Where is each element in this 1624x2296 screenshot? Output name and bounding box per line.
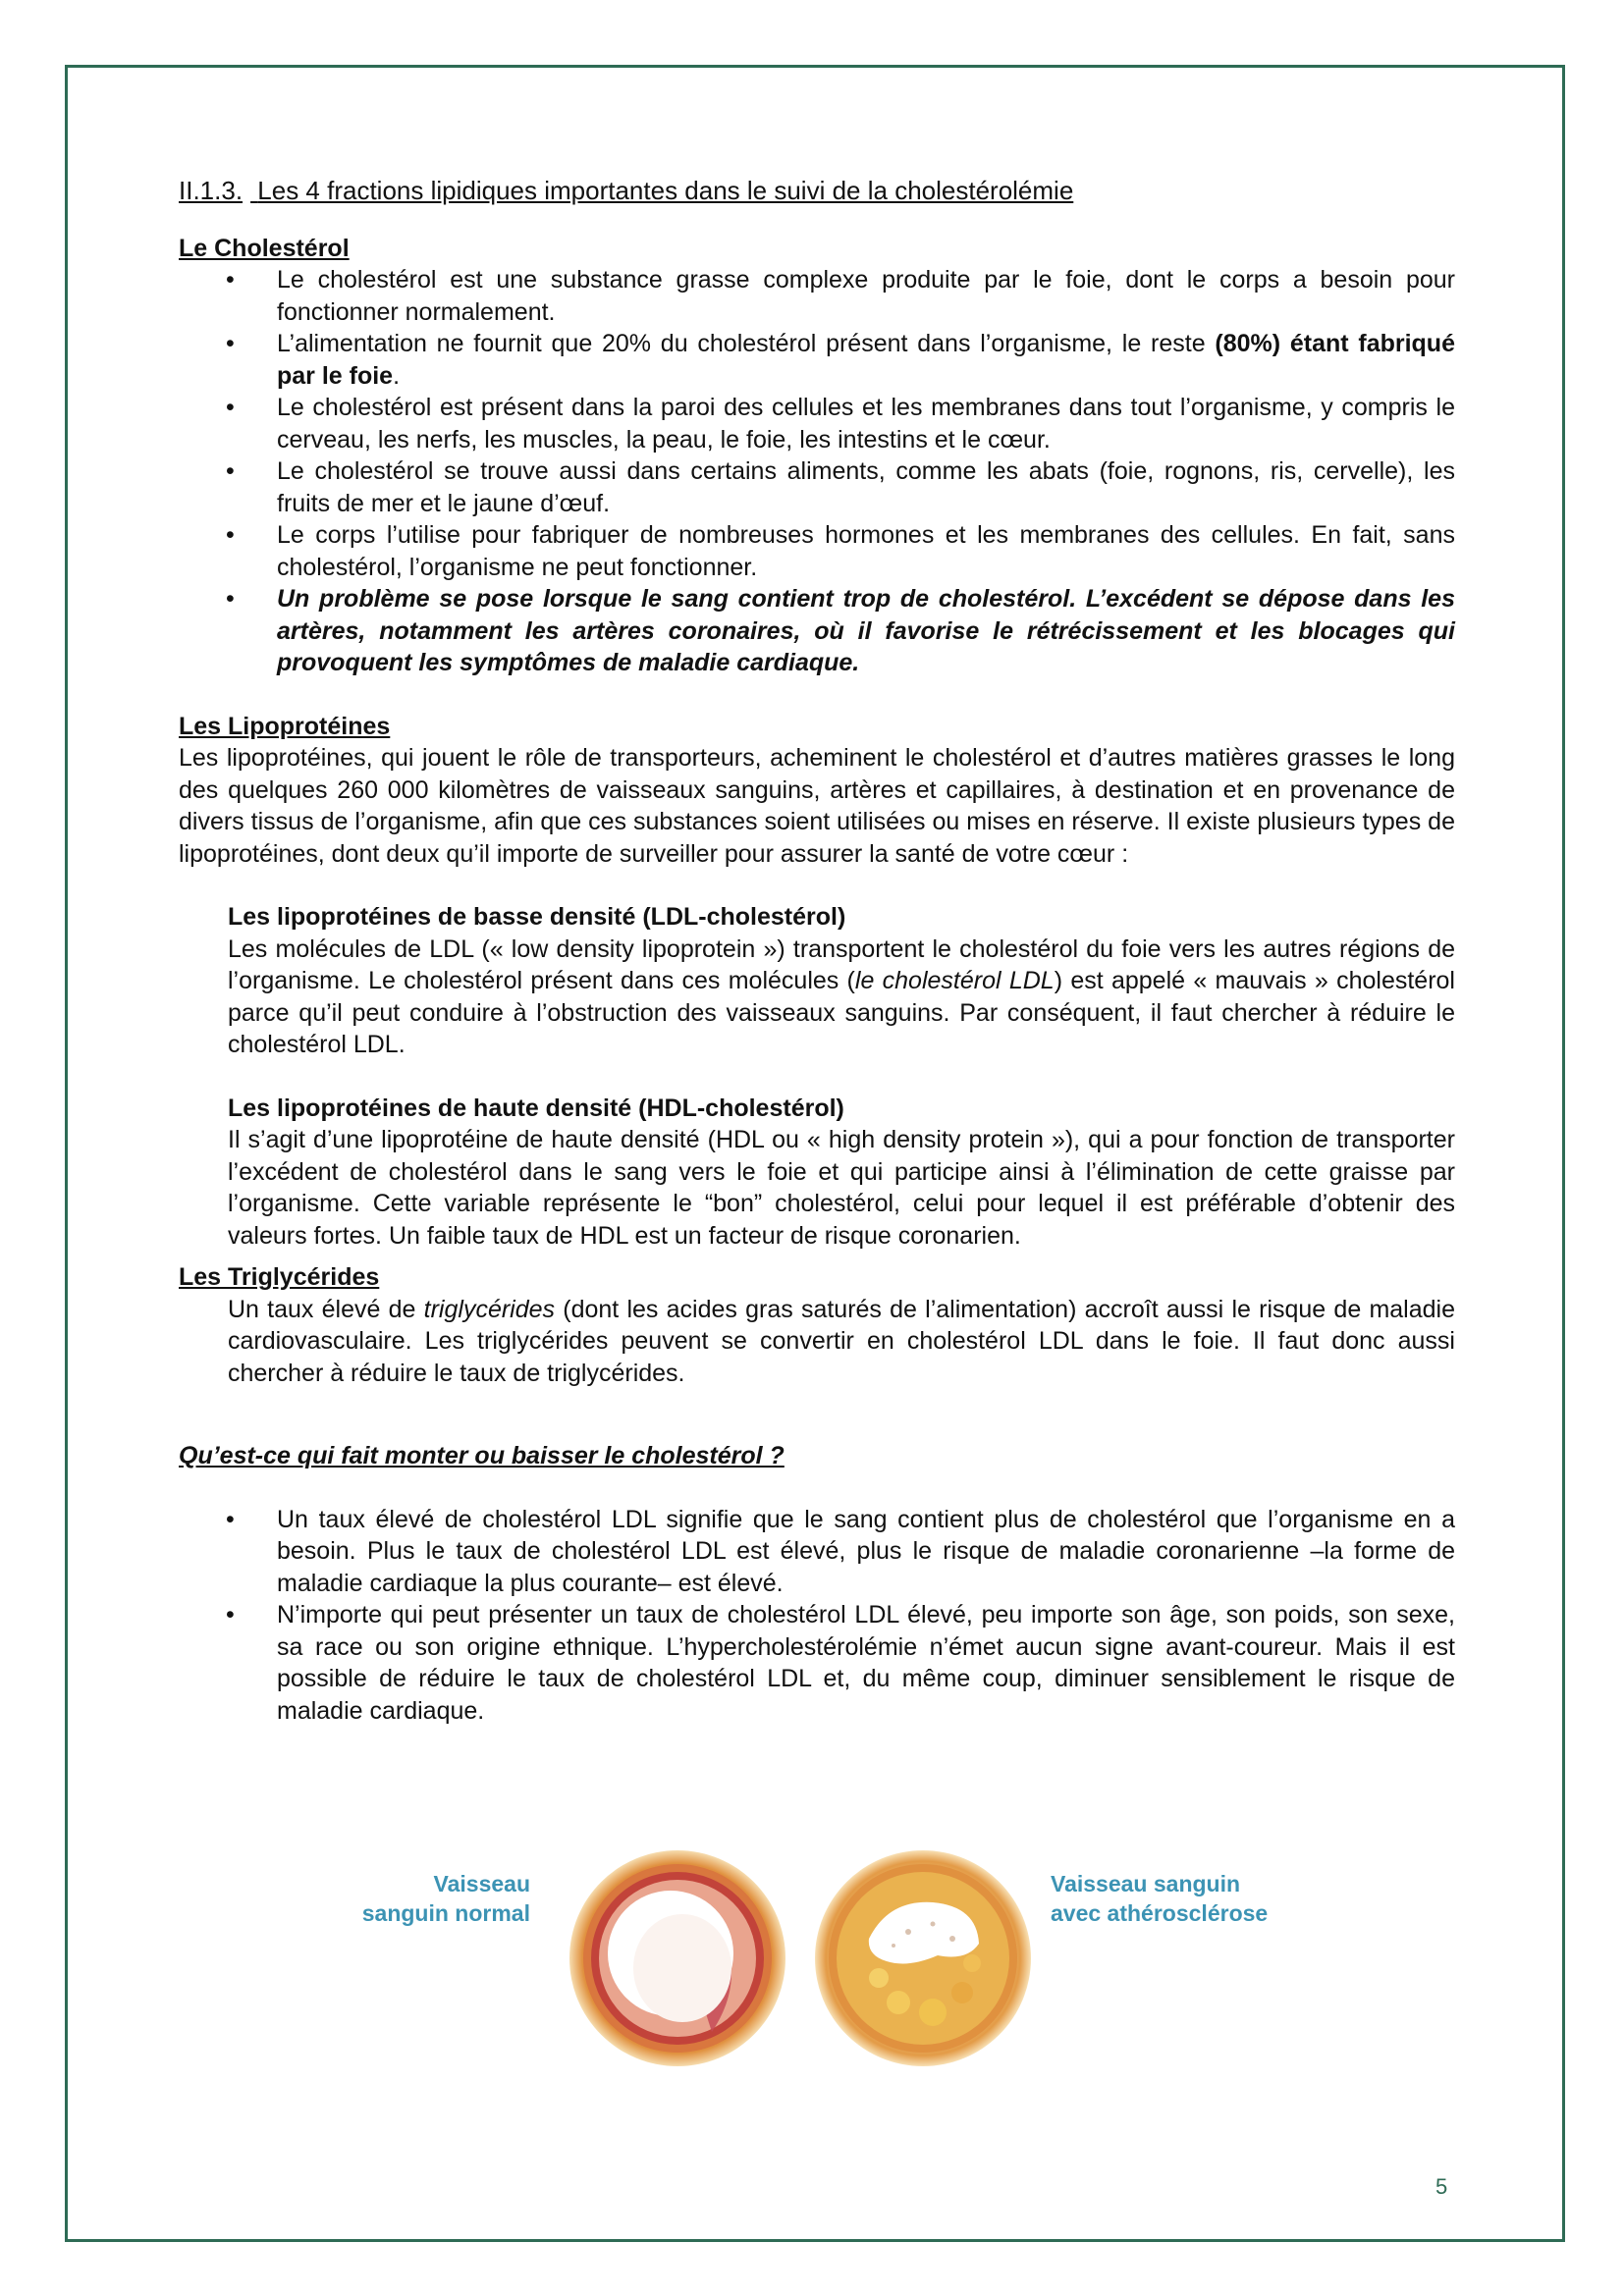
list-item-text: N’importe qui peut présenter un taux de cholestérol LDL élevé, peu importe son âge, son poids, son sexe, sa race ou son origine ethnique. L’hypercholestérolémie n’émet aucun signe avant-coureur. Mais il est possible de réduire le taux de cholestérol LDL et, du même coup, diminuer sensiblement le risque de maladie cardiaque. [277,1601,1455,1725]
cholesterol-list [179,264,1455,679]
bullet-symbol: • [226,457,235,485]
lipoproteins-intro: Les lipoprotéines, qui jouent le rôle de transporteurs, acheminent le cholestérol et d’autres matières grasses le long des quelques 260 000 kilomètres de vaisseaux sanguins, artères et capillaires, à destination et en provenance de divers tissus de l’organisme, afin que ces substances soient utilisées ou mises en réserve. Il existe plusieurs types de lipoprotéines, dont deux qu’il importe de surveiller pour assurer la santé de votre cœur : [179,744,1455,868]
normal-vessel-label [334,1869,530,1928]
bullet-symbol: • [226,521,235,549]
list-item [179,1599,1455,1727]
hdl-block [179,1093,1455,1253]
triglycerides-text-b: (dont les acides gras saturés de l’alimentation) accroît aussi le risque de maladie cardiovasculaire. Les triglycérides peuvent se convertir en cholestérol LDL dans le foie. Il faut donc aussi chercher à réduire le taux de triglycérides. [228,1295,1455,1387]
list-item [179,583,1455,679]
bullet-symbol: • [226,585,235,613]
triglycerides-heading: Les Triglycérides [179,1263,380,1291]
bullet-symbol: • [226,266,235,294]
triglycerides-text-italic: triglycérides [423,1295,556,1323]
normal-vessel-label-line2: sanguin normal [361,1900,530,1926]
section-title-text: Les 4 fractions lipidiques importantes dans le suivi de la cholestérolémie [257,176,1074,205]
list-item [179,455,1455,519]
list-item-text: Le cholestérol est présent dans la paroi des cellules et les membranes dans tout l’organisme, y compris le cerveau, les nerfs, les muscles, la peau, le foie, les intestins et le cœur. [277,394,1455,454]
ldl-text-italic: le cholestérol LDL [854,967,1055,994]
normal-vessel-image [565,1845,790,2071]
ldl-text [228,934,1455,1061]
list-item-text: Le corps l’utilise pour fabriquer de nombreuses hormones et les membranes des cellules. En fait, sans cholestérol, l’organisme ne peut fonctionner. [277,521,1455,581]
list-item [179,519,1455,583]
hdl-text: Il s’agit d’une lipoprotéine de haute densité (HDL ou « high density protein »), qui a pour fonction de transporter l’excédent de cholestérol dans le sang vers le foie et qui participe ainsi à l’élimination de cette graisse par l’organisme. Cette variable représente le “bon” cholestérol, celui pour lequel il est préférable d’obtenir des valeurs fortes. Un faible taux de HDL est un facteur de risque coronarien. [228,1126,1455,1250]
normal-vessel-label-line1: Vaisseau [433,1871,530,1896]
bullet-symbol: • [226,1505,235,1533]
list-item-emphasis-text: Un problème se pose lorsque le sang contient trop de cholestérol. L’excédent se dépose dans les artères, notamment les artères coronaires, où il favorise le rétrécissement et les blocages qui provoquent les symptômes de maladie cardiaque. [277,585,1455,676]
triglycerides-text [228,1294,1455,1390]
cholesterol-heading: Le Cholestérol [179,234,350,262]
list-item-bold-text: (80%) étant fabriqué par le foie [277,330,1455,390]
section-number: II.1.3. [179,176,244,205]
athero-vessel-label [1051,1869,1326,1928]
question-heading: Qu’est-ce qui fait monter ou baisser le cholestérol ? [179,1442,785,1469]
ldl-text-a: Les molécules de LDL (« low density lipoprotein ») transportent le cholestérol du foie vers les autres régions de l’organisme. Le cholestérol présent dans ces molécules ( [228,934,1455,994]
list-item-text: L’alimentation ne fournit que 20% du cholestérol présent dans l’organisme, le reste [277,330,1206,357]
page-number: 5 [1435,2174,1448,2199]
list-item [179,1504,1455,1600]
document-body [179,175,1455,1727]
list-item [179,328,1455,392]
athero-vessel-label-line2: avec athérosclérose [1051,1900,1269,1926]
list-item [179,264,1455,328]
lipoproteins-heading: Les Lipoprotéines [179,712,391,740]
list-item-text: Un taux élevé de cholestérol LDL signifie que le sang contient plus de cholestérol que l’organisme en a besoin. Plus le taux de cholestérol LDL est élevé, plus le risque de maladie coronarienne –la forme de maladie cardiaque la plus courante– est élevé. [277,1505,1455,1597]
athero-vessel-label-line1: Vaisseau sanguin [1051,1871,1241,1896]
list-item-text: Le cholestérol se trouve aussi dans certains aliments, comme les abats (foie, rognons, ris, cervelle), les fruits de mer et le jaune d’œuf. [277,457,1455,517]
section-title [179,175,1455,207]
triglycerides-block [179,1294,1455,1390]
atherosclerosis-vessel-image [810,1845,1036,2071]
question-list [179,1504,1455,1728]
bullet-symbol: • [226,394,235,421]
bullet-symbol: • [226,1601,235,1629]
list-item-text: Le cholestérol est une substance grasse complexe produite par le foie, dont le corps a besoin pour fonctionner normalement. [277,266,1455,326]
hdl-heading: Les lipoprotéines de haute densité (HDL-cholestérol) [228,1094,844,1122]
ldl-text-b: ) est appelé « mauvais » cholestérol parce qu’il peut conduire à l’obstruction des vaisseaux sanguins. Par conséquent, il faut chercher à réduire le cholestérol LDL. [228,967,1455,1058]
ldl-block [179,901,1455,1061]
ldl-heading: Les lipoprotéines de basse densité (LDL-cholestérol) [228,903,846,931]
vessel-illustration [334,1845,1316,2120]
list-item-text-end: . [393,361,401,390]
list-item [179,392,1455,455]
triglycerides-text-a: Un taux élevé de [228,1295,424,1323]
bullet-symbol: • [226,330,235,357]
